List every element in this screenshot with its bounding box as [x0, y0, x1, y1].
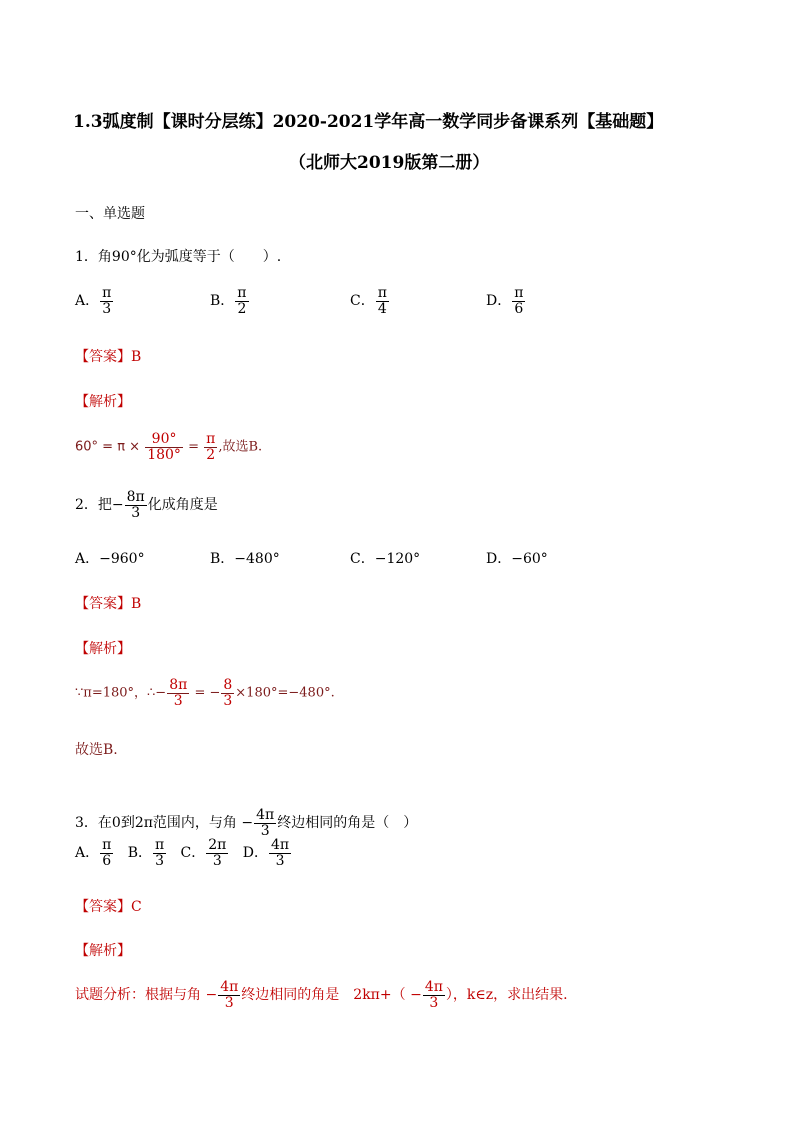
q3-stem-fraction: $\frac{4\pi}{3}$ [256, 807, 275, 839]
page-title-line1: 1.3弧度制【课时分层练】2020-2021学年高一数学同步备课系列【基础题】 [73, 112, 664, 132]
q2-stem-fraction: $\frac{8\pi}{3}$ [126, 489, 145, 521]
q3-option-b: B． $\frac{\pi}{3}$ [127, 837, 165, 869]
q2-analysis: ∵π=180°，∴− $\frac{8\pi}{3}$ = − $\frac{8}{3}$ ×180°=−480°. [75, 677, 335, 709]
q2-analysis-fraction-1: $\frac{8\pi}{3}$ [169, 677, 188, 709]
q2-stem: 2．把− $\frac{8\pi}{3}$ 化成角度是 [75, 489, 218, 521]
q3-option-a: A． $\frac{\pi}{6}$ [75, 837, 112, 869]
q2-analysis-fraction-2: $\frac{8}{3}$ [223, 677, 233, 709]
section-heading: 一、单选题 [75, 206, 145, 222]
q2-option-d: D．−60° [486, 551, 548, 567]
q3-stem: 3．在0到2π范围内，与角 − $\frac{4\pi}{3}$ 终边相同的角是（ ） [75, 807, 418, 839]
q1-analysis-tag: 【解析】 [75, 394, 131, 410]
q1-analysis: 60° = π × $\frac{90^\circ}{180^\circ}$ = $\frac{\pi}{2}$ ,故选B. [75, 431, 263, 463]
q3-analysis-tag: 【解析】 [75, 943, 131, 959]
q3-answer: 【答案】C [75, 899, 142, 915]
q1-option-d-fraction: $\frac{\pi}{6}$ [514, 285, 524, 317]
q1-option-c-fraction: $\frac{\pi}{4}$ [377, 285, 387, 317]
q3-analysis-fraction-1: $\frac{4\pi}{3}$ [220, 979, 239, 1011]
q1-option-c: C． $\frac{\pi}{4}$ [350, 285, 387, 317]
q1-stem: 1．角90°化为弧度等于（ ）. [75, 249, 282, 265]
q2-option-a: A．−960° [75, 551, 145, 567]
q2-option-c: C．−120° [350, 551, 421, 567]
q1-option-b: B． $\frac{\pi}{2}$ [210, 285, 247, 317]
q1-analysis-fraction-2: $\frac{\pi}{2}$ [206, 431, 216, 463]
q1-option-a: A． $\frac{\pi}{3}$ [75, 285, 112, 317]
q2-conclusion: 故选B. [75, 742, 118, 758]
q3-options [75, 838, 292, 868]
q3-analysis: 试题分析：根据与角 − $\frac{4\pi}{3}$ 终边相同的角是 2kπ+（ − $\frac{4\pi}{3}$ ），k∈z，求出结果. [75, 979, 568, 1011]
q3-option-c: C． $\frac{2\pi}{3}$ [180, 837, 227, 869]
q3-analysis-fraction-2: $\frac{4\pi}{3}$ [424, 979, 443, 1011]
q1-option-a-fraction: $\frac{\pi}{3}$ [102, 285, 112, 317]
q3-option-d: D． $\frac{4\pi}{3}$ [242, 837, 290, 869]
q1-answer: 【答案】B [75, 349, 142, 365]
q1-option-d: D． $\frac{\pi}{6}$ [486, 285, 524, 317]
q1-option-b-fraction: $\frac{\pi}{2}$ [237, 285, 247, 317]
q2-option-b: B．−480° [210, 551, 280, 567]
page-title-line2: （北师大2019版第二册） [289, 153, 490, 173]
q2-answer: 【答案】B [75, 596, 142, 612]
q1-analysis-fraction-1: $\frac{90^\circ}{180^\circ}$ [147, 431, 181, 463]
q2-analysis-tag: 【解析】 [75, 641, 131, 657]
